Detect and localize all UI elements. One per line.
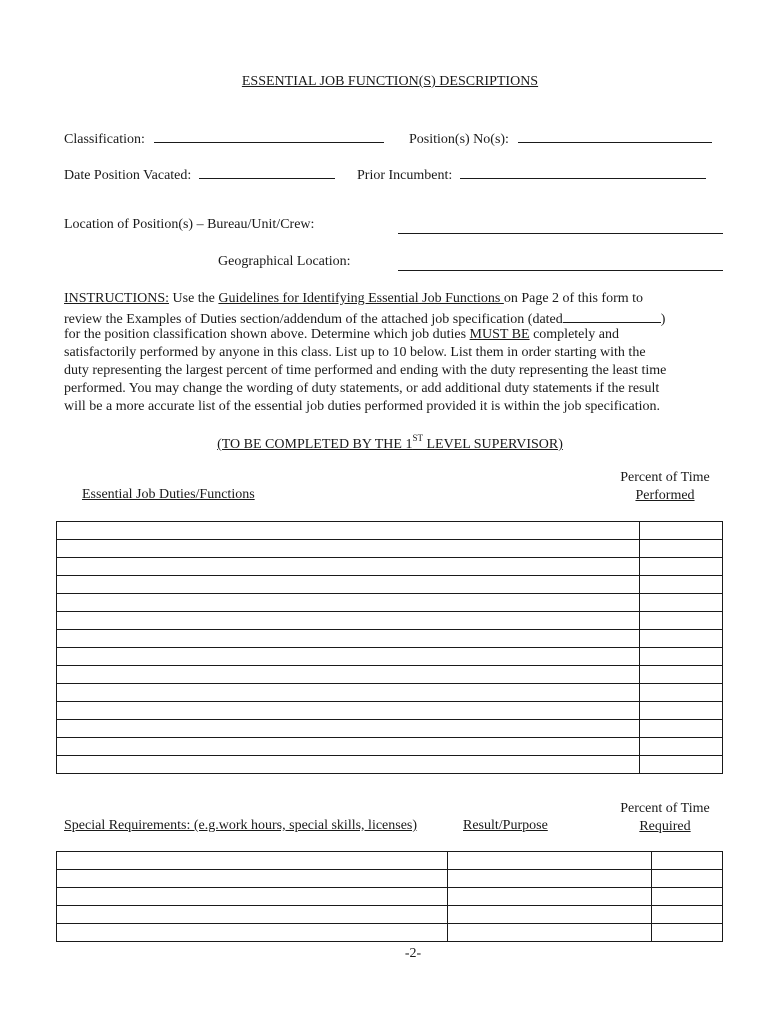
table-cell[interactable] bbox=[57, 648, 640, 666]
table-row bbox=[57, 522, 723, 540]
result-purpose-header: Result/Purpose bbox=[463, 818, 548, 833]
instructions-text: Use the bbox=[169, 291, 219, 306]
table-cell[interactable] bbox=[640, 522, 723, 540]
table-cell[interactable] bbox=[640, 630, 723, 648]
table-row bbox=[57, 612, 723, 630]
table-cell[interactable] bbox=[57, 738, 640, 756]
table-row bbox=[57, 666, 723, 684]
table-row bbox=[57, 870, 723, 888]
table-cell[interactable] bbox=[57, 702, 640, 720]
table-cell[interactable] bbox=[448, 906, 652, 924]
table-cell[interactable] bbox=[640, 612, 723, 630]
positions-field[interactable] bbox=[409, 128, 712, 148]
geo-location-label: Geographical Location: bbox=[218, 254, 351, 269]
table-cell[interactable] bbox=[640, 720, 723, 738]
instructions-text: on Page 2 of this form to bbox=[503, 291, 644, 306]
instructions-text: review the Examples of Duties section/addendum of the attached job specification (dated bbox=[64, 312, 563, 327]
table-cell[interactable] bbox=[652, 906, 723, 924]
table-row bbox=[57, 924, 723, 942]
classification-field[interactable] bbox=[64, 128, 384, 148]
page-number: -2- bbox=[404, 946, 422, 961]
table-row bbox=[57, 720, 723, 738]
table-cell[interactable] bbox=[640, 684, 723, 702]
duties-table bbox=[56, 521, 723, 774]
instructions-text: performed. You may change the wording of duty statements, or add additional duty statements if the result bbox=[64, 381, 660, 396]
date-vacated-label: Date Position Vacated: bbox=[64, 168, 192, 183]
classification-label: Classification: bbox=[64, 132, 145, 147]
instructions-text: completely and bbox=[529, 327, 619, 342]
table-cell[interactable] bbox=[448, 852, 652, 870]
table-row bbox=[57, 756, 723, 774]
table-cell[interactable] bbox=[640, 738, 723, 756]
must-be-emphasis: MUST BE bbox=[469, 327, 530, 342]
table-cell[interactable] bbox=[652, 924, 723, 942]
prior-incumbent-label: Prior Incumbent: bbox=[357, 168, 453, 183]
duties-column-header: Essential Job Duties/Functions bbox=[82, 487, 255, 502]
table-cell[interactable] bbox=[57, 870, 448, 888]
table-cell[interactable] bbox=[640, 756, 723, 774]
table-cell[interactable] bbox=[640, 702, 723, 720]
table-row bbox=[57, 906, 723, 924]
table-cell[interactable] bbox=[57, 924, 448, 942]
special-requirements-table bbox=[56, 851, 723, 942]
table-row bbox=[57, 630, 723, 648]
table-cell[interactable] bbox=[652, 870, 723, 888]
table-cell[interactable] bbox=[640, 558, 723, 576]
table-cell[interactable] bbox=[57, 888, 448, 906]
instructions-text: for the position classification shown above. Determine which job duties bbox=[64, 327, 470, 342]
table-cell[interactable] bbox=[640, 540, 723, 558]
table-cell[interactable] bbox=[57, 558, 640, 576]
table-cell[interactable] bbox=[448, 888, 652, 906]
instructions-text: ) bbox=[660, 312, 666, 327]
classification-blank[interactable] bbox=[154, 128, 384, 143]
table-cell[interactable] bbox=[57, 720, 640, 738]
table-cell[interactable] bbox=[640, 648, 723, 666]
table-cell[interactable] bbox=[57, 666, 640, 684]
table-row bbox=[57, 558, 723, 576]
table-cell[interactable] bbox=[57, 756, 640, 774]
instructions-label: INSTRUCTIONS: bbox=[64, 291, 170, 306]
location-blank[interactable] bbox=[398, 233, 723, 234]
table-cell[interactable] bbox=[448, 924, 652, 942]
prior-incumbent-blank[interactable] bbox=[460, 164, 706, 179]
prior-incumbent-field[interactable] bbox=[357, 164, 706, 184]
table-cell[interactable] bbox=[640, 666, 723, 684]
table-row bbox=[57, 540, 723, 558]
completed-by-heading: (TO BE COMPLETED BY THE 1ST LEVEL SUPERVISOR) bbox=[217, 433, 563, 452]
table-row bbox=[57, 576, 723, 594]
table-cell[interactable] bbox=[652, 852, 723, 870]
table-row bbox=[57, 888, 723, 906]
percent-performed-header: Percent of Time Performed bbox=[620, 470, 710, 503]
table-cell[interactable] bbox=[57, 852, 448, 870]
table-cell[interactable] bbox=[640, 576, 723, 594]
dated-blank[interactable] bbox=[563, 308, 661, 323]
guidelines-link[interactable]: Guidelines for Identifying Essential Job Functions bbox=[218, 291, 504, 306]
instructions-text: will be a more accurate list of the essential job duties performed provided it is within the job specification. bbox=[64, 399, 660, 414]
table-cell[interactable] bbox=[57, 612, 640, 630]
positions-blank[interactable] bbox=[518, 128, 712, 143]
table-cell[interactable] bbox=[652, 888, 723, 906]
date-vacated-field[interactable] bbox=[64, 164, 335, 184]
instructions-text: satisfactorily performed by anyone in this class. List up to 10 below. List them in order starting with the bbox=[64, 345, 646, 360]
location-label: Location of Position(s) – Bureau/Unit/Crew: bbox=[64, 217, 315, 232]
table-cell[interactable] bbox=[448, 870, 652, 888]
table-cell[interactable] bbox=[57, 576, 640, 594]
instructions-text: duty representing the largest percent of time performed and ending with the duty representing the least time bbox=[64, 363, 667, 378]
instructions-paragraph bbox=[64, 290, 724, 416]
table-cell[interactable] bbox=[57, 594, 640, 612]
table-row bbox=[57, 738, 723, 756]
form-title: ESSENTIAL JOB FUNCTION(S) DESCRIPTIONS bbox=[241, 74, 539, 89]
table-cell[interactable] bbox=[640, 594, 723, 612]
table-row bbox=[57, 594, 723, 612]
table-cell[interactable] bbox=[57, 630, 640, 648]
table-row bbox=[57, 852, 723, 870]
positions-label: Position(s) No(s): bbox=[409, 132, 509, 147]
table-cell[interactable] bbox=[57, 906, 448, 924]
table-cell[interactable] bbox=[57, 540, 640, 558]
percent-required-header: Percent of Time Required bbox=[620, 801, 710, 834]
table-cell[interactable] bbox=[57, 522, 640, 540]
table-row bbox=[57, 684, 723, 702]
table-cell[interactable] bbox=[57, 684, 640, 702]
table-row bbox=[57, 702, 723, 720]
geo-location-blank[interactable] bbox=[398, 270, 723, 271]
special-requirements-header: Special Requirements: (e.g.work hours, special skills, licenses) bbox=[64, 818, 418, 833]
table-row bbox=[57, 648, 723, 666]
date-vacated-blank[interactable] bbox=[199, 164, 335, 179]
